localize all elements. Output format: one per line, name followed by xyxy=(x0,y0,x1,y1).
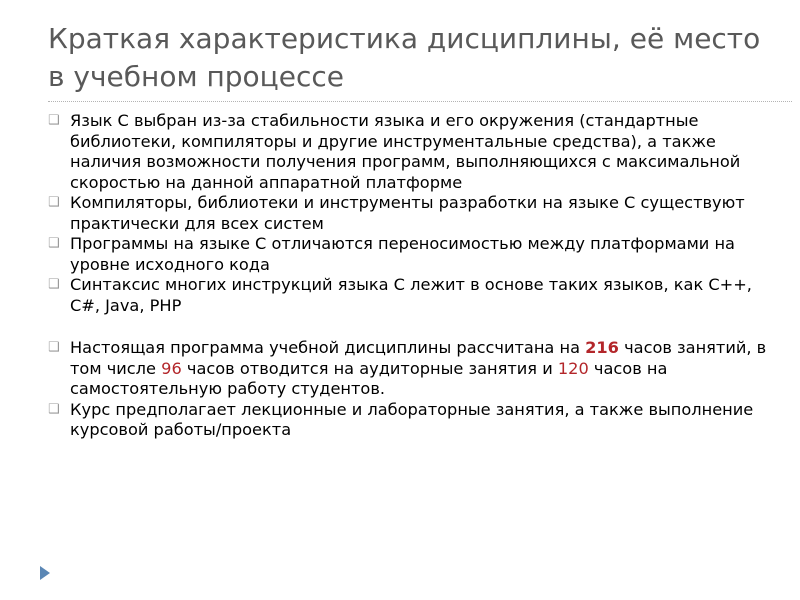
bullet-item xyxy=(48,400,768,441)
bullet-text: Курс предполагает лекционные и лабораторные занятия, а также выполнение курсовой работы/проекта xyxy=(70,399,754,439)
bullet-text: Программы на языке С отличаются переносимостью между платформами на уровне исходного кода xyxy=(70,234,735,274)
bullet-icon: ❑ xyxy=(48,340,60,355)
bullet-icon: ❑ xyxy=(48,113,60,128)
triangle-arrow-right-icon[interactable] xyxy=(40,566,50,580)
bullet-item xyxy=(48,111,768,193)
total-hours-value: 216 xyxy=(585,338,619,357)
bullet-text: Синтаксис многих инструкций языка С лежит в основе таких языков, как С++, С#, Java, PHP xyxy=(70,275,752,315)
program-text-part4: часов на самостоятельную работу студентов. xyxy=(70,358,668,398)
self-study-hours-value: 120 xyxy=(557,358,589,378)
bullet-icon: ❑ xyxy=(48,195,60,210)
bullet-spacer xyxy=(48,316,768,338)
program-text-part1: Настоящая программа учебной дисциплины рассчитана на xyxy=(70,338,586,357)
program-text-part3: часов отводится на аудиторные занятия и xyxy=(181,358,558,378)
bullet-item xyxy=(48,234,768,275)
bullet-icon: ❑ xyxy=(48,236,60,251)
bullet-icon: ❑ xyxy=(48,277,60,292)
slide-title: Краткая характеристика дисциплины, её место в учебном процессе xyxy=(48,22,761,93)
bullet-item xyxy=(48,193,768,234)
bullet-text: Язык С выбран из-за стабильности языка и его окружения (стандартные библиотеки, компиляторы и другие инструментальные средства), а также наличия возможности получения программ, выполняющихся с максимальной скоростью на данной аппаратной платформе xyxy=(70,111,741,192)
bullet-text: Компиляторы, библиотеки и инструменты разработки на языке С существуют практически для всех систем xyxy=(70,193,745,233)
bullet-list xyxy=(48,111,768,441)
bullet-icon: ❑ xyxy=(48,401,60,417)
bullet-item xyxy=(48,275,768,316)
program-text-part2: часов занятий, в том числе xyxy=(70,338,767,378)
title-divider xyxy=(48,101,792,102)
class-hours-value: 96 xyxy=(161,358,182,378)
bullet-item-program-hours xyxy=(48,338,768,400)
